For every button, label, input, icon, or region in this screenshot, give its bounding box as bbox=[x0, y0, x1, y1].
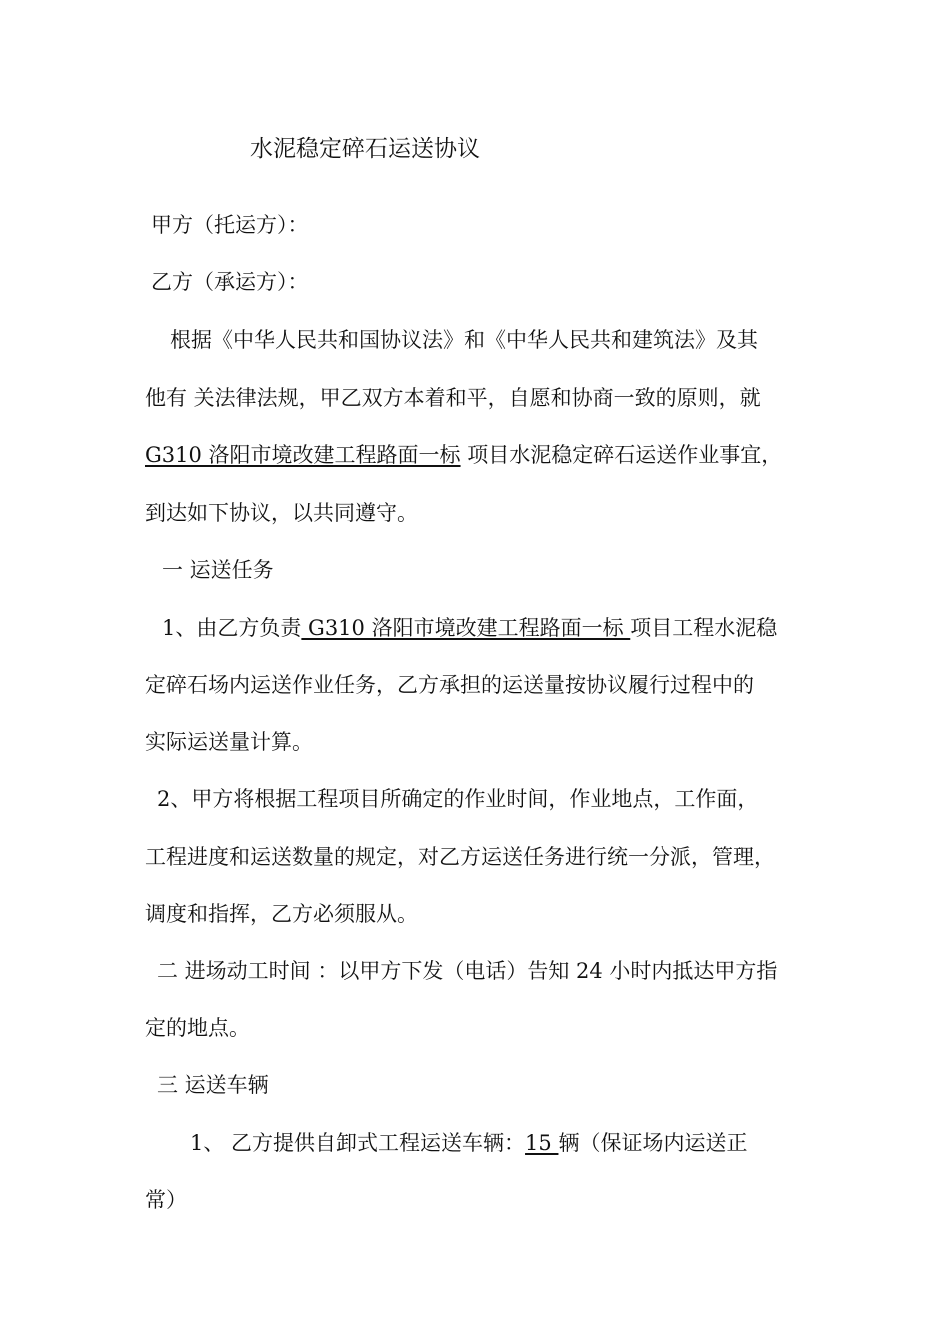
section-1-item-1-line-2: 定碎石场内运送作业任务，乙方承担的运送量按协议履行过程中的 bbox=[145, 673, 754, 697]
intro-line-3 bbox=[145, 441, 845, 469]
intro-line-2: 他有 关法律法规，甲乙双方本着和平，自愿和协商一致的原则，就 bbox=[145, 386, 761, 410]
project-name: G310 洛阳市境改建工程路面一标 bbox=[145, 443, 461, 467]
intro-line-1: 根据《中华人民共和国协议法》和《中华人民共和建筑法》及其 bbox=[170, 328, 758, 352]
vehicle-item-suffix: 辆（保证场内运送正 bbox=[558, 1131, 748, 1155]
section-1-item-1-line-1 bbox=[162, 614, 862, 642]
section-3-item-1-line-2: 常） bbox=[145, 1188, 187, 1212]
section-1-item-2-line-2: 工程进度和运送数量的规定，对乙方运送任务进行统一分派，管理， bbox=[145, 845, 775, 869]
document-title: 水泥稳定碎石运送协议 bbox=[250, 136, 480, 162]
section-3-heading: 三 运送车辆 bbox=[157, 1073, 269, 1097]
section-1-heading: 一 运送任务 bbox=[162, 558, 274, 582]
section-1-item-2-line-3: 调度和指挥，乙方必须服从。 bbox=[145, 902, 418, 926]
section-1-item-2-line-1: 2、甲方将根据工程项目所确定的作业时间，作业地点，工作面， bbox=[157, 787, 759, 811]
intro-line-4: 到达如下协议，以共同遵守。 bbox=[145, 501, 418, 525]
item-1-prefix: 1、由乙方负责 bbox=[162, 616, 302, 640]
section-2-line-1: 二 进场动工时间 ：以甲方下发（电话）告知 24 小时内抵达甲方指 bbox=[157, 959, 778, 983]
vehicle-item-prefix: 1、 乙方提供自卸式工程运送车辆： bbox=[190, 1131, 526, 1155]
section-3-item-1-line-1 bbox=[190, 1129, 890, 1157]
party-b-label: 乙方（承运方）： bbox=[151, 270, 309, 294]
section-2-line-2: 定的地点。 bbox=[145, 1016, 250, 1040]
section-1-item-1-line-3: 实际运送量计算。 bbox=[145, 730, 313, 754]
party-a-label: 甲方（托运方）： bbox=[151, 213, 309, 237]
item-1-suffix: 项目工程水泥稳 bbox=[630, 616, 778, 640]
item-1-project-name: G310 洛阳市境改建工程路面一标 bbox=[301, 616, 631, 640]
intro-line-3-rest: 项目水泥稳定碎石运送作业事宜， bbox=[460, 443, 783, 467]
vehicle-count: 15 bbox=[525, 1131, 559, 1155]
